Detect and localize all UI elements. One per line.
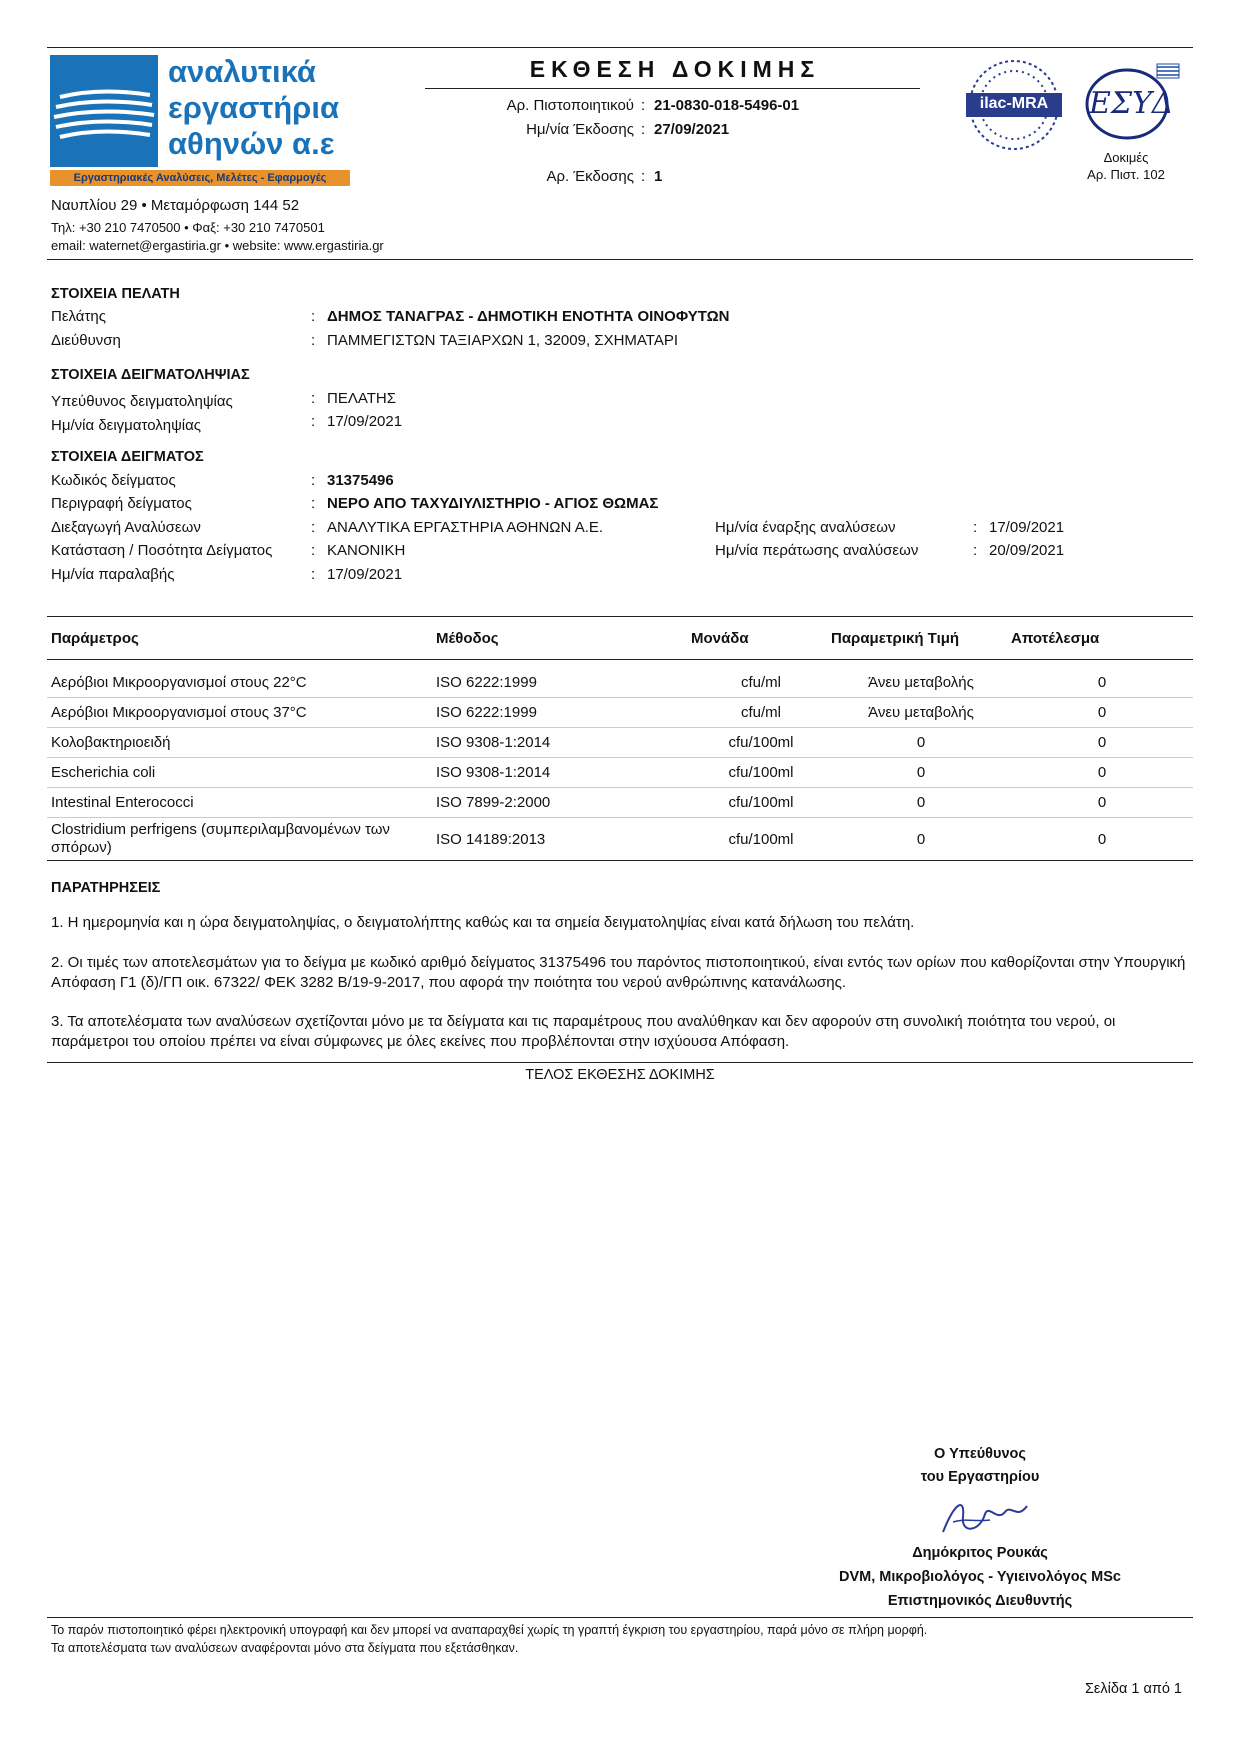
colon: : [311,308,316,325]
end-value: 20/09/2021 [989,542,1065,559]
sig-line1: Ο Υπεύθυνος [934,1446,1026,1462]
condition-value: ΚΑΝΟΝΙΚΗ [327,542,406,559]
notes-rule [47,1062,1193,1063]
c1: Αερόβιοι Μικροοργανισμοί στους 37°C [47,698,436,728]
table-row [47,728,1193,758]
colon: : [311,566,316,583]
sig-name: Δημόκριτος Ρουκάς [912,1545,1048,1561]
issue-date-colon: : [641,121,646,138]
col-result: Αποτέλεσμα [1011,617,1193,660]
table-row [47,758,1193,788]
col-method: Μέθοδος [436,617,691,660]
c4: Άνευ μεταβολής [831,698,1011,728]
c2: ISO 7899-2:2000 [436,788,691,818]
client-label: Πελάτης [51,308,106,325]
sig-title2: Επιστημονικός Διευθυντής [887,1593,1073,1609]
edition-label: Αρ. Έκδοσης [546,168,634,185]
c4: 0 [831,758,1011,788]
c3: cfu/100ml [691,818,831,861]
title-underline [425,88,920,89]
colon: : [311,332,316,349]
colon: : [311,519,316,536]
col-parameter: Παράμετρος [47,617,436,660]
colon: : [973,519,978,536]
c2: ISO 9308-1:2014 [436,728,691,758]
lab-phone: Τηλ: +30 210 7470500 • Φαξ: +30 210 7470501 [51,220,325,235]
note-1: 1. Η ημερομηνία και η ώρα δειγματοληψίας, ο δειγματολήπτης καθώς και τα σημεία δειγματοληψίας είναι κατά δήλωση του πελάτη. [51,914,915,931]
sampling-heading: ΣΤΟΙΧΕΙΑ ΔΕΙΓΜΑΤΟΛΗΨΙΑΣ [51,367,250,383]
sampling-responsible: ΠΕΛΑΤΗΣ [327,390,397,407]
edition: 1 [654,168,663,185]
c2: ISO 6222:1999 [436,698,691,728]
col-limit: Παραμετρική Τιμή [831,617,1011,660]
c5: 0 [1011,758,1193,788]
sample-code: 31375496 [327,472,394,489]
table-row [47,818,1193,861]
lab-email: email: waternet@ergastiria.gr • website: www.ergastiria.gr [51,238,384,253]
sampling-date-label: Ημ/νία δειγματοληψίας [51,417,202,434]
condition-label: Κατάσταση / Ποσότητα Δείγματος [51,542,273,559]
c3: cfu/100ml [691,758,831,788]
c3: cfu/100ml [691,788,831,818]
analysis-label: Διεξαγωγή Αναλύσεων [51,519,201,536]
header-rule [47,259,1193,260]
c4: 0 [831,728,1011,758]
table-row [47,698,1193,728]
sampling-date: 17/09/2021 [327,413,403,430]
page-number: Σελίδα 1 από 1 [1084,1681,1182,1697]
received-value: 17/09/2021 [327,566,403,583]
logo-text-2: εργαστήρια [168,90,340,125]
results-table [47,617,1193,861]
c5: 0 [1011,698,1193,728]
c1: Escherichia coli [47,758,436,788]
c5: 0 [1011,788,1193,818]
table-row [47,668,1193,698]
c1: Κολοβακτηριοειδή [47,728,436,758]
sig-line2: του Εργαστηρίου [920,1469,1040,1485]
ilac-mra-logo: ilac-MRA [962,55,1066,155]
c2: ISO 6222:1999 [436,668,691,698]
note-2: 2. Οι τιμές των αποτελεσμάτων για το δείγμα με κωδικό αριθμό δείγματος 31375496 του παρόντος πιστοποιητικού, είναι εντός των ορίων που καθορίζονται στην Υπουργική Απόφαση Γ1 (δ)/ΓΠ οικ. 67322/ ΦΕΚ 3282 Β/19-9-2017, που αφορά την ποιότητα του νερού ανθρώπινης κατανάλωσης. [51,954,1186,991]
signature-mark [935,1492,1035,1542]
c3: cfu/ml [691,698,831,728]
c3: cfu/100ml [691,728,831,758]
analysis-value: ΑΝΑΛΥΤΙΚΑ ΕΡΓΑΣΤΗΡΙΑ ΑΘΗΝΩΝ Α.Ε. [327,519,604,536]
lab-logo [50,54,350,184]
c5: 0 [1011,818,1193,861]
issue-date-label: Ημ/νία Έκδοσης [526,121,634,138]
lab-address: Ναυπλίου 29 • Μεταμόρφωση 144 52 [51,197,300,214]
start-value: 17/09/2021 [989,519,1065,536]
address-label: Διεύθυνση [51,332,121,349]
esyd-logo: ΕΣΥΔ [1075,60,1185,145]
c1: Intestinal Enterococci [47,788,436,818]
sampling-responsible-label: Υπεύθυνος δειγματοληψίας [51,393,233,410]
accreditation-line1: Δοκιμές [1103,150,1149,165]
report-title: ΕΚΘΕΣΗ ΔΟΚΙΜΗΣ [529,56,821,82]
start-label: Ημ/νία έναρξης αναλύσεων [715,519,896,536]
col-unit: Μονάδα [691,617,831,660]
logo-text-3: αθηνών α.ε [168,126,335,161]
sample-heading: ΣΤΟΙΧΕΙΑ ΔΕΙΓΜΑΤΟΣ [51,449,204,465]
sample-desc: ΝΕΡΟ ΑΠΟ ΤΑΧΥΔΙΥΛΙΣΤΗΡΙΟ - ΑΓΙΟΣ ΘΩΜΑΣ [327,495,659,512]
c4: 0 [831,818,1011,861]
table-row [47,788,1193,818]
top-rule [47,47,1193,48]
colon: : [311,495,316,512]
c3: cfu/ml [691,668,831,698]
colon: : [311,390,316,407]
footer-rule [47,1617,1193,1618]
logo-wave-icon [50,55,158,167]
colon: : [311,413,316,430]
edition-colon: : [641,168,646,185]
sample-desc-label: Περιγραφή δείγματος [51,495,192,512]
colon: : [311,542,316,559]
c5: 0 [1011,728,1193,758]
c2: ISO 9308-1:2014 [436,758,691,788]
c1: Αερόβιοι Μικροοργανισμοί στους 22°C [47,668,436,698]
c5: 0 [1011,668,1193,698]
address-value: ΠΑΜΜΕΓΙΣΤΩΝ ΤΑΞΙΑΡΧΩΝ 1, 32009, ΣΧΗΜΑΤΑΡΙ [327,332,679,349]
c1: Clostridium perfrigens (συμπεριλαμβανομένων των σπόρων) [47,818,436,861]
colon: : [311,472,316,489]
sig-title1: DVM, Μικροβιολόγος - Υγιεινολόγος MSc [839,1569,1121,1585]
cert-no: 21-0830-018-5496-01 [654,97,800,114]
sample-code-label: Κωδικός δείγματος [51,472,176,489]
c2: ISO 14189:2013 [436,818,691,861]
footer-line2: Τα αποτελέσματα των αναλύσεων αναφέρονται μόνο στα δείγματα που εξετάσθηκαν. [51,1641,519,1655]
c4: Άνευ μεταβολής [831,668,1011,698]
cert-no-colon: : [641,97,646,114]
logo-text-1: αναλυτικά [168,54,316,89]
client-heading: ΣΤΟΙΧΕΙΑ ΠΕΛΑΤΗ [51,286,180,302]
issue-date: 27/09/2021 [654,121,730,138]
client-value: ΔΗΜΟΣ ΤΑΝΑΓΡΑΣ - ΔΗΜΟΤΙΚΗ ΕΝΟΤΗΤΑ ΟΙΝΟΦΥΤΩΝ [327,308,730,325]
received-label: Ημ/νία παραλαβής [51,566,175,583]
note-3: 3. Τα αποτελέσματα των αναλύσεων σχετίζονται μόνο με τα δείγματα και τις παραμέτρους που αναλύθηκαν και δεν αφορούν στη συνολική ποιότητα του νερού, οι παράμετροι του οποίου πρέπει να είναι σύμφωνες με όλες εκείνες που προβλέπονται στην ισχύουσα Απόφαση. [51,1013,1116,1050]
logo-tagline: Εργαστηριακές Αναλύσεις, Μελέτες - Εφαρμογές [50,170,350,186]
report-end: ΤΕΛΟΣ ΕΚΘΕΣΗΣ ΔΟΚΙΜΗΣ [525,1067,715,1083]
cert-no-label: Αρ. Πιστοποιητικού [506,97,634,114]
c4: 0 [831,788,1011,818]
table-header-row [47,617,1193,660]
notes-heading: ΠΑΡΑΤΗΡΗΣΕΙΣ [51,880,161,896]
accreditation-line2: Αρ. Πιστ. 102 [1087,167,1165,182]
colon: : [973,542,978,559]
footer-line1: Το παρόν πιστοποιητικό φέρει ηλεκτρονική υπογραφή και δεν μπορεί να αναπαραχθεί χωρίς τη γραπτή έγκριση του εργαστηρίου, παρά μόνο σε πλήρη μορφή. [51,1623,928,1637]
end-label: Ημ/νία περάτωσης αναλύσεων [715,542,919,559]
